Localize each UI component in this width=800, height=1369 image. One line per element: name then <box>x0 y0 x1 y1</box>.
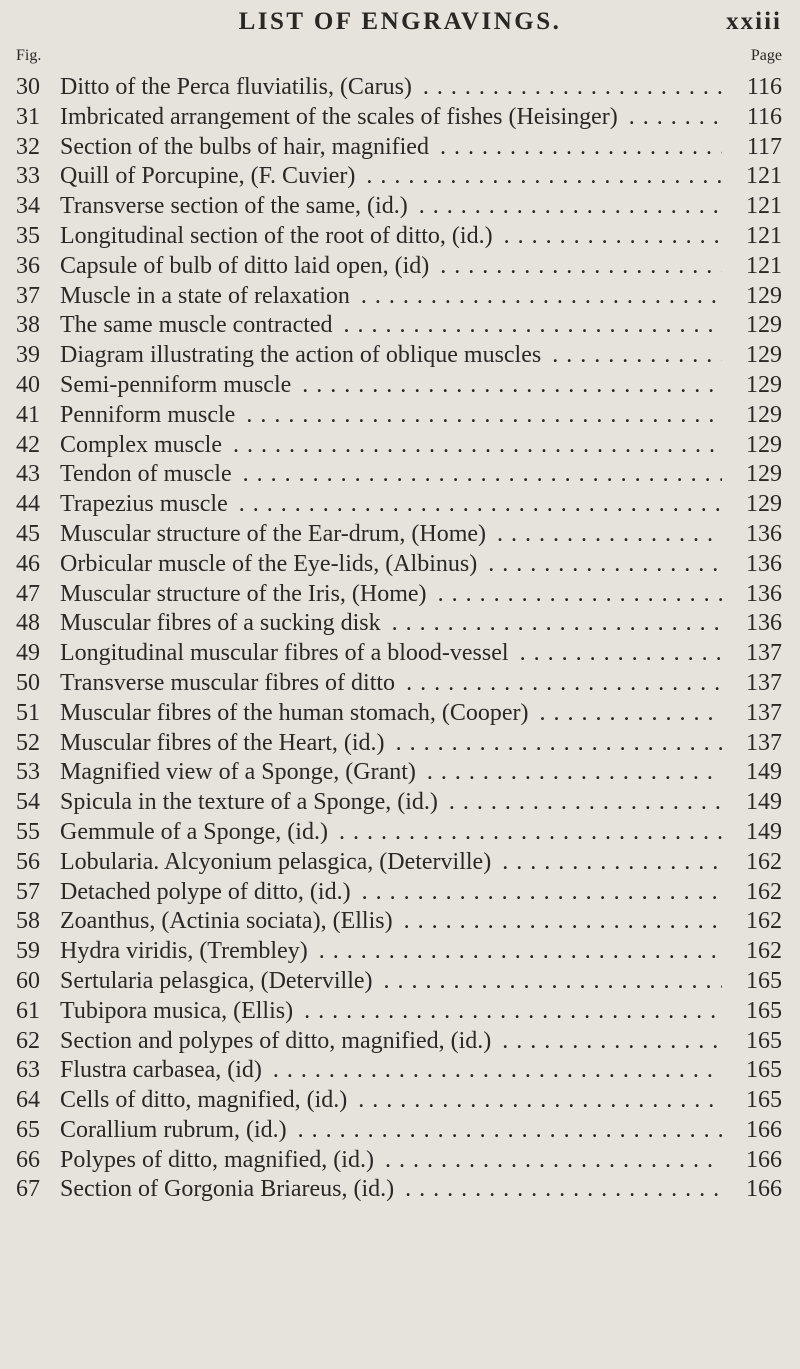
entry-title-with-leader <box>60 371 722 401</box>
list-item <box>0 282 800 312</box>
entry-title-with-leader <box>60 222 722 252</box>
entry-title-with-leader <box>60 192 722 222</box>
list-item <box>0 550 800 580</box>
list-item <box>0 520 800 550</box>
entry-page-number: 116 <box>746 74 782 100</box>
entry-page-number: 121 <box>746 163 782 190</box>
entry-title-with-leader <box>60 341 722 371</box>
figure-number: 38 <box>16 312 40 339</box>
entry-title: Muscular fibres of the Heart, (id.) <box>60 730 389 756</box>
entry-title: Gemmule of a Sponge, (id.) <box>60 819 332 845</box>
entry-page-number: 137 <box>746 699 782 726</box>
figure-number: 59 <box>16 938 40 965</box>
entry-page-number: 129 <box>746 491 782 518</box>
entry-title: Corallium rubrum, (id.) <box>60 1117 291 1143</box>
entry-title: Muscular fibres of the human stomach, (Cooper) <box>60 700 533 726</box>
figure-number: 57 <box>16 878 40 905</box>
entry-page-number: 121 <box>746 222 782 249</box>
entry-title: Imbricated arrangement of the scales of fishes (Heisinger) <box>60 104 622 130</box>
figure-number: 58 <box>16 908 40 935</box>
entry-title: Orbicular muscle of the Eye-lids, (Albinus) <box>60 551 481 577</box>
entry-title: Ditto of the Perca fluviatilis, (Carus) <box>60 74 416 100</box>
entry-title-with-leader <box>60 580 722 610</box>
entry-page-number: 129 <box>746 342 782 369</box>
entry-title-with-leader <box>60 282 722 312</box>
figure-number: 43 <box>16 461 40 488</box>
figure-number: 49 <box>16 640 40 667</box>
list-item <box>0 699 800 729</box>
figure-number: 63 <box>16 1057 40 1084</box>
page-number: xxiii <box>726 8 782 35</box>
figure-number: 60 <box>16 967 40 994</box>
entry-title-with-leader <box>60 699 722 729</box>
list-item <box>0 729 800 759</box>
entry-title-with-leader <box>60 818 722 848</box>
entry-title-with-leader <box>60 639 722 669</box>
figure-number: 53 <box>16 759 40 786</box>
entry-title-with-leader <box>60 907 722 937</box>
list-item <box>0 907 800 937</box>
entry-title: Sertularia pelasgica, (Deterville) <box>60 968 377 994</box>
entry-title-with-leader <box>60 669 722 699</box>
entry-page-number: 165 <box>746 1087 782 1114</box>
entry-title: Muscular structure of the Iris, (Home) <box>60 581 431 607</box>
entry-title-with-leader <box>60 1116 722 1146</box>
entry-page-number: 129 <box>746 371 782 398</box>
entry-title: Section and polypes of ditto, magnified, (id.) <box>60 1028 495 1054</box>
figure-number: 52 <box>16 729 40 756</box>
entry-title-with-leader <box>60 1056 722 1086</box>
entry-title: Zoanthus, (Actinia sociata), (Ellis) <box>60 908 397 934</box>
entry-title: Muscular fibres of a sucking disk <box>60 610 385 636</box>
figure-number: 39 <box>16 342 40 369</box>
figure-number: 35 <box>16 222 40 249</box>
figure-number: 37 <box>16 282 40 309</box>
entry-title: Tendon of muscle <box>60 461 236 487</box>
figure-number: 56 <box>16 848 40 875</box>
entry-title: Polypes of ditto, magnified, (id.) <box>60 1147 378 1173</box>
entry-title-with-leader <box>60 162 722 192</box>
entry-title-with-leader <box>60 133 722 163</box>
entry-title-with-leader <box>60 1146 722 1176</box>
entry-title-with-leader <box>60 460 722 490</box>
figure-number: 47 <box>16 580 40 607</box>
entry-page-number: 137 <box>746 729 782 756</box>
entry-page-number: 162 <box>746 908 782 935</box>
entry-title: The same muscle contracted <box>60 312 337 338</box>
figure-number: 40 <box>16 371 40 398</box>
entry-title: Transverse section of the same, (id.) <box>60 193 412 219</box>
entry-page-number: 165 <box>746 967 782 994</box>
figure-number: 44 <box>16 491 40 518</box>
list-item <box>0 639 800 669</box>
figure-number: 51 <box>16 699 40 726</box>
entry-page-number: 129 <box>746 461 782 488</box>
entry-page-number: 166 <box>746 1146 782 1173</box>
entry-title: Quill of Porcupine, (F. Cuvier) <box>60 163 359 189</box>
figure-number: 54 <box>16 789 40 816</box>
entry-title: Section of Gorgonia Briareus, (id.) <box>60 1176 398 1202</box>
entry-title-with-leader <box>60 431 722 461</box>
entry-page-number: 166 <box>746 1116 782 1143</box>
figure-number: 41 <box>16 401 40 428</box>
entry-title: Tubipora musica, (Ellis) <box>60 998 297 1024</box>
list-item <box>0 848 800 878</box>
engravings-list <box>0 73 800 1205</box>
entry-title: Magnified view of a Sponge, (Grant) <box>60 759 420 785</box>
list-item <box>0 133 800 163</box>
entry-page-number: 129 <box>746 312 782 339</box>
entry-title-with-leader <box>60 252 722 282</box>
figure-number: 32 <box>16 133 40 160</box>
entry-title-with-leader <box>60 758 722 788</box>
column-headers <box>0 47 800 69</box>
entry-title: Longitudinal section of the root of ditto, (id.) <box>60 223 497 249</box>
entry-page-number: 136 <box>746 610 782 637</box>
entry-title: Spicula in the texture of a Sponge, (id.) <box>60 789 442 815</box>
entry-page-number: 121 <box>746 252 782 279</box>
entry-page-number: 121 <box>746 193 782 220</box>
entry-title-with-leader <box>60 848 722 878</box>
entry-title-with-leader <box>60 1027 722 1057</box>
list-item <box>0 252 800 282</box>
figure-number: 34 <box>16 193 40 220</box>
entry-page-number: 165 <box>746 997 782 1024</box>
entry-title: Cells of ditto, magnified, (id.) <box>60 1087 351 1113</box>
page-column-header: Page <box>750 47 782 64</box>
entry-title-with-leader <box>60 967 722 997</box>
entry-page-number: 137 <box>746 640 782 667</box>
entry-title: Hydra viridis, (Trembley) <box>60 938 312 964</box>
list-item <box>0 431 800 461</box>
list-item <box>0 818 800 848</box>
entry-title: Lobularia. Alcyonium pelasgica, (Deterville) <box>60 849 495 875</box>
figure-number: 64 <box>16 1087 40 1114</box>
entry-page-number: 149 <box>746 789 782 816</box>
list-item <box>0 937 800 967</box>
figure-number: 33 <box>16 163 40 190</box>
list-item <box>0 609 800 639</box>
entry-title: Detached polype of ditto, (id.) <box>60 879 355 905</box>
entry-page-number: 129 <box>746 282 782 309</box>
list-item <box>0 1056 800 1086</box>
figure-number: 61 <box>16 997 40 1024</box>
entry-title-with-leader <box>60 1086 722 1116</box>
list-item <box>0 192 800 222</box>
entry-title: Semi-penniform muscle <box>60 372 295 398</box>
list-item <box>0 758 800 788</box>
list-item <box>0 669 800 699</box>
entry-title: Transverse muscular fibres of ditto <box>60 670 399 696</box>
entry-title: Longitudinal muscular fibres of a blood-vessel <box>60 640 513 666</box>
entry-page-number: 137 <box>746 669 782 696</box>
entry-page-number: 136 <box>746 520 782 547</box>
list-item <box>0 1116 800 1146</box>
entry-title-with-leader <box>60 103 722 133</box>
entry-page-number: 149 <box>746 759 782 786</box>
entry-page-number: 117 <box>746 133 782 160</box>
entry-title-with-leader <box>60 311 722 341</box>
fig-column-header: Fig. <box>16 47 42 64</box>
figure-number: 66 <box>16 1146 40 1173</box>
entry-title-with-leader <box>60 997 722 1027</box>
list-item <box>0 103 800 133</box>
entry-page-number: 116 <box>746 103 782 130</box>
page-header <box>0 4 800 44</box>
figure-number: 45 <box>16 520 40 547</box>
entry-title: Flustra carbasea, (id) <box>60 1057 266 1083</box>
entry-title: Diagram illustrating the action of oblique muscles <box>60 342 545 368</box>
entry-title-with-leader <box>60 490 722 520</box>
entry-title-with-leader <box>60 73 722 103</box>
figure-number: 36 <box>16 252 40 279</box>
figure-number: 62 <box>16 1027 40 1054</box>
list-item <box>0 997 800 1027</box>
list-item <box>0 1175 800 1205</box>
entry-title-with-leader <box>60 520 722 550</box>
entry-title-with-leader <box>60 937 722 967</box>
list-item <box>0 967 800 997</box>
entry-page-number: 129 <box>746 431 782 458</box>
figure-number: 50 <box>16 669 40 696</box>
list-item <box>0 222 800 252</box>
entry-page-number: 136 <box>746 580 782 607</box>
entry-page-number: 166 <box>746 1176 782 1203</box>
list-item <box>0 371 800 401</box>
list-item <box>0 1027 800 1057</box>
list-item <box>0 1086 800 1116</box>
entry-title-with-leader <box>60 1175 722 1205</box>
entry-page-number: 162 <box>746 848 782 875</box>
entry-title: Muscular structure of the Ear-drum, (Home) <box>60 521 490 547</box>
list-item <box>0 73 800 103</box>
figure-number: 48 <box>16 610 40 637</box>
list-item <box>0 788 800 818</box>
figure-number: 65 <box>16 1116 40 1143</box>
list-item <box>0 341 800 371</box>
entry-page-number: 129 <box>746 401 782 428</box>
list-item <box>0 580 800 610</box>
entry-page-number: 149 <box>746 818 782 845</box>
figure-number: 67 <box>16 1176 40 1203</box>
entry-title: Capsule of bulb of ditto laid open, (id) <box>60 253 433 279</box>
entry-title-with-leader <box>60 550 722 580</box>
figure-number: 55 <box>16 818 40 845</box>
list-item <box>0 311 800 341</box>
list-item <box>0 460 800 490</box>
entry-title-with-leader <box>60 609 722 639</box>
figure-number: 31 <box>16 103 40 130</box>
entry-title-with-leader <box>60 401 722 431</box>
entry-page-number: 162 <box>746 938 782 965</box>
entry-title: Trapezius muscle <box>60 491 232 517</box>
entry-page-number: 165 <box>746 1057 782 1084</box>
entry-page-number: 165 <box>746 1027 782 1054</box>
entry-title-with-leader <box>60 788 722 818</box>
figure-number: 42 <box>16 431 40 458</box>
entry-title-with-leader <box>60 729 722 759</box>
entry-title: Muscle in a state of relaxation <box>60 283 354 309</box>
figure-number: 30 <box>16 74 40 100</box>
list-item <box>0 162 800 192</box>
list-item <box>0 401 800 431</box>
entry-page-number: 162 <box>746 878 782 905</box>
page-title: LIST OF ENGRAVINGS. <box>238 8 562 35</box>
list-item <box>0 1146 800 1176</box>
entry-page-number: 136 <box>746 550 782 577</box>
entry-title-with-leader <box>60 878 722 908</box>
entry-title: Penniform muscle <box>60 402 239 428</box>
list-item <box>0 878 800 908</box>
list-item <box>0 490 800 520</box>
figure-number: 46 <box>16 550 40 577</box>
entry-title: Complex muscle <box>60 432 226 458</box>
entry-title: Section of the bulbs of hair, magnified <box>60 134 433 160</box>
